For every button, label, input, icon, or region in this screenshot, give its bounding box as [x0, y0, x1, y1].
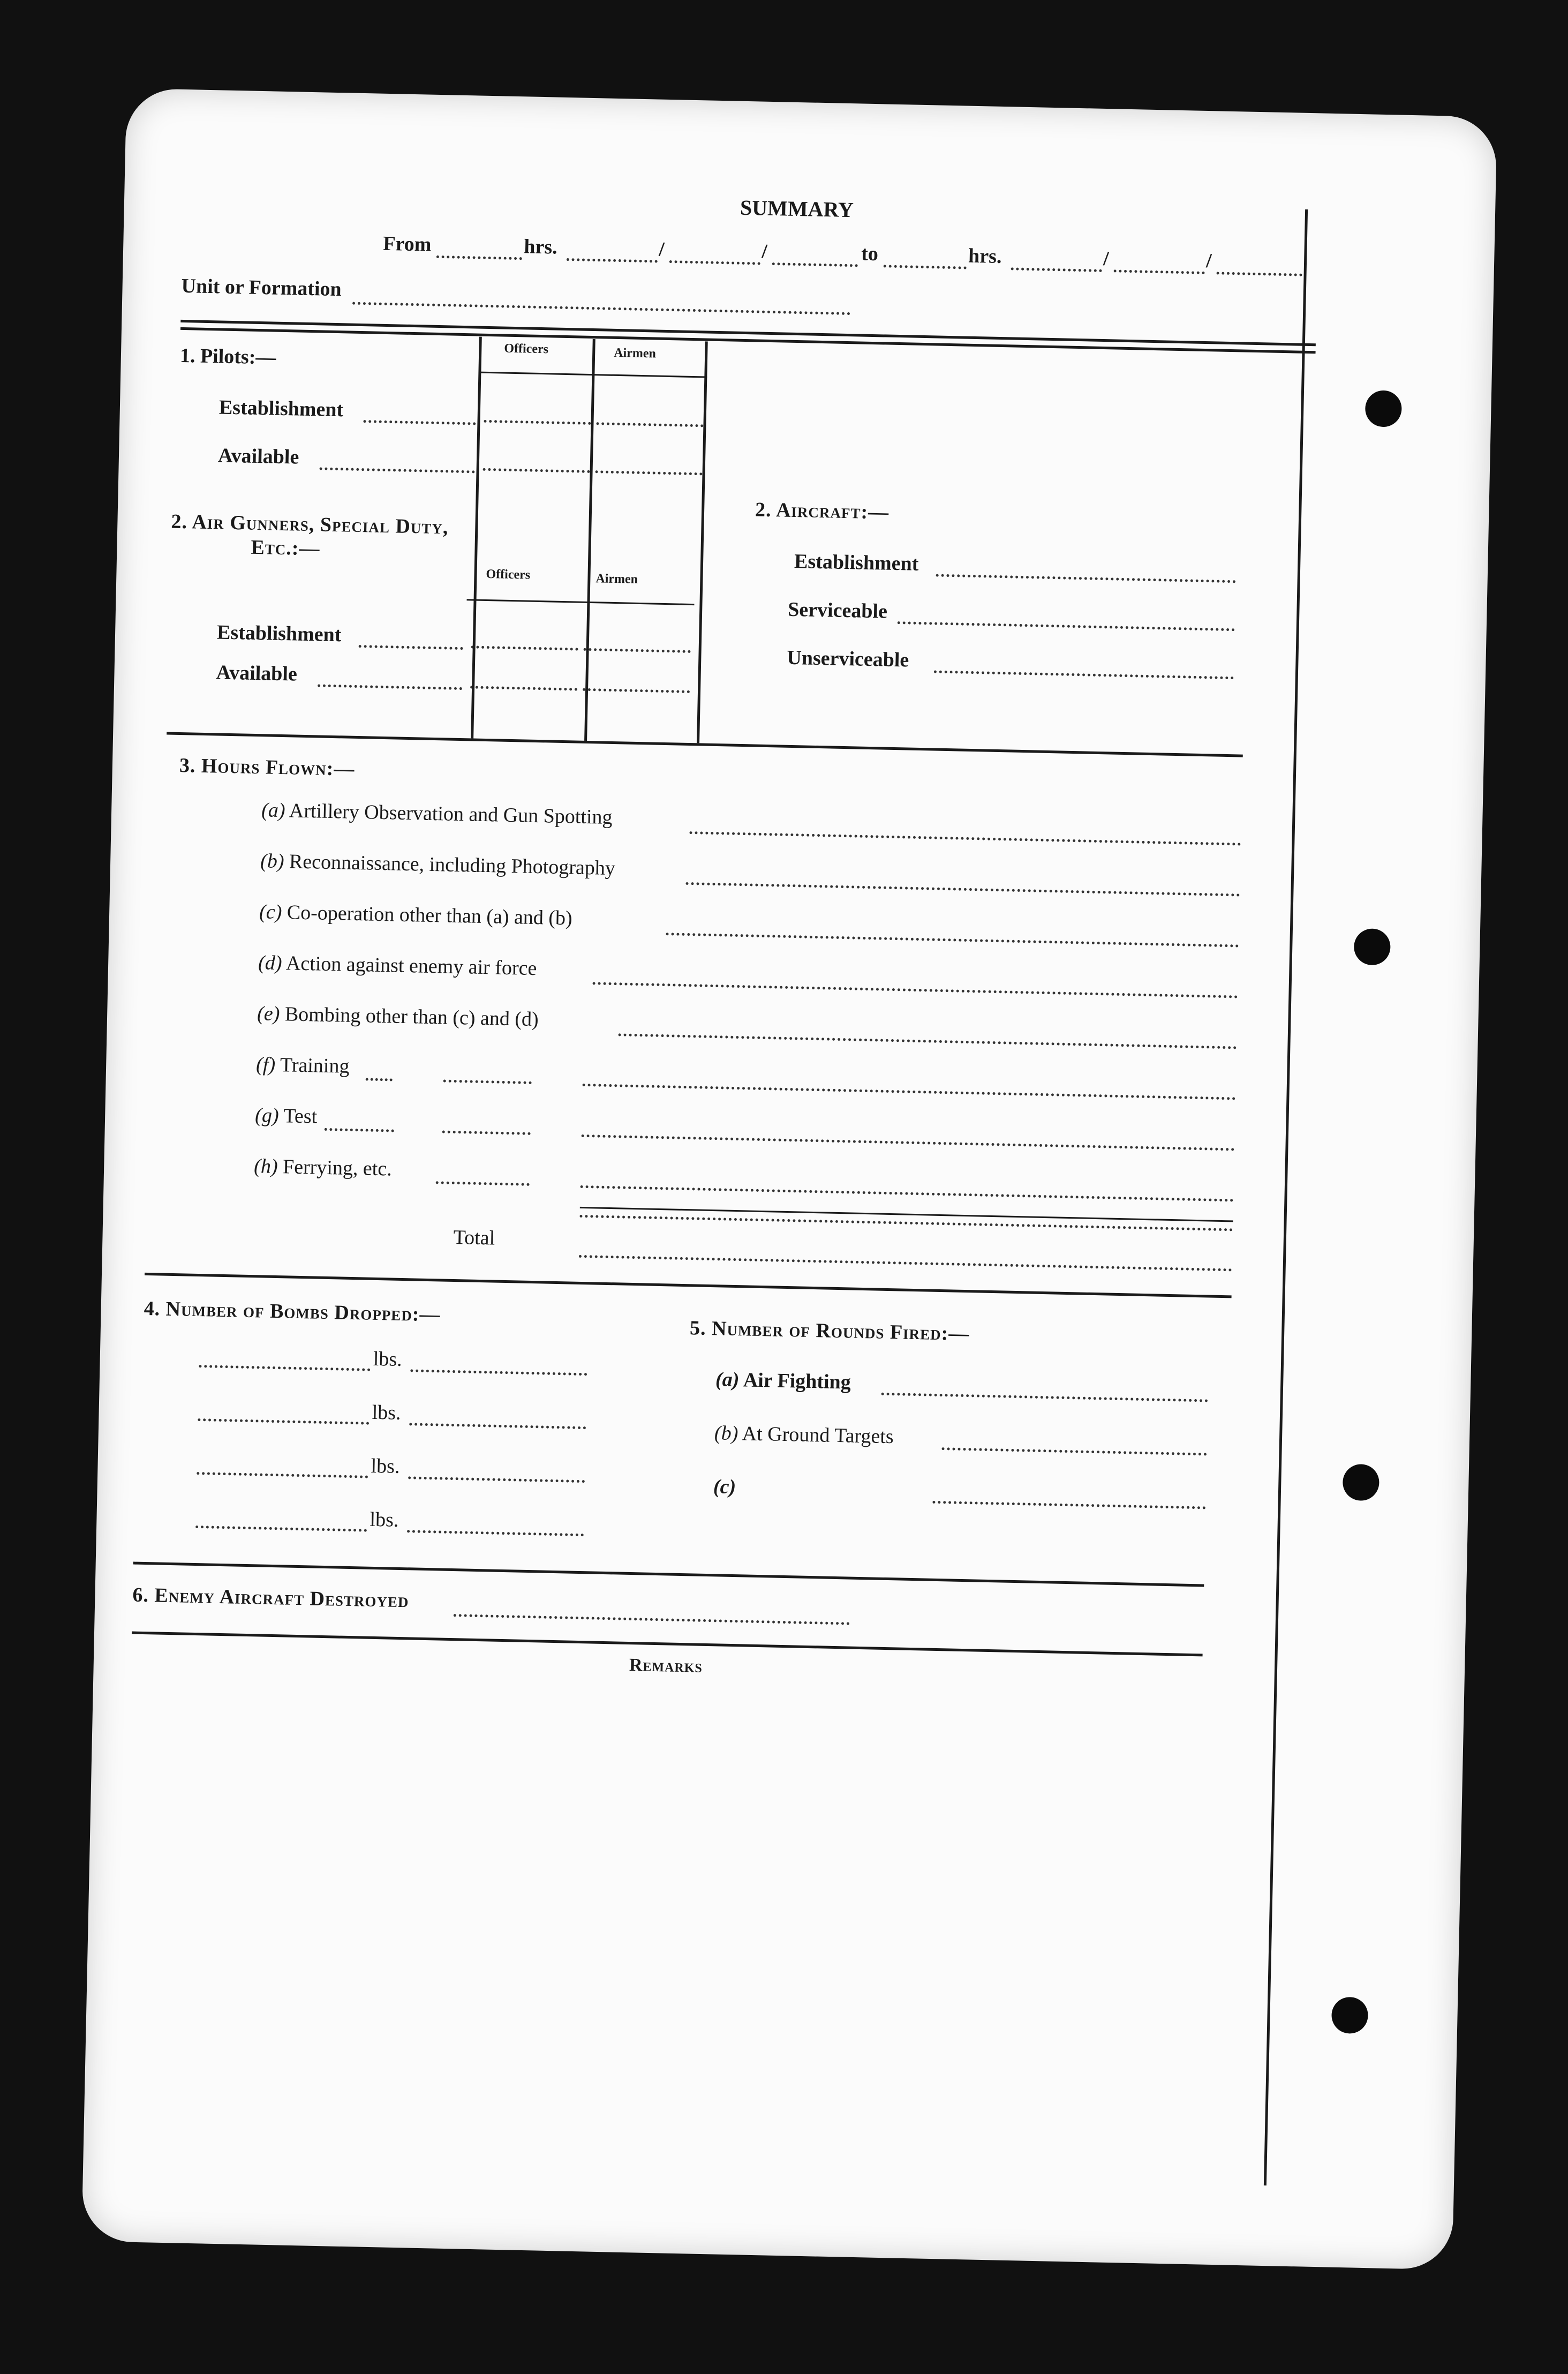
bombs-row-1-qty[interactable] — [199, 1365, 370, 1371]
rounds-item-c-field[interactable] — [932, 1501, 1205, 1509]
right-margin-line — [1264, 209, 1308, 2185]
to-label: to — [861, 242, 879, 266]
bombs-row-4-count[interactable] — [407, 1530, 584, 1536]
bombs-heading: 4. Number of Bombs Dropped:— — [144, 1297, 441, 1326]
from-month-field[interactable] — [669, 260, 760, 265]
bombs-row-4-qty[interactable] — [195, 1526, 367, 1532]
hours-item-g-label: Test — [283, 1105, 318, 1128]
bombs-row-2-qty[interactable] — [198, 1418, 369, 1425]
aircraft-heading: 2. Aircraft:— — [755, 498, 889, 524]
enemy-field[interactable] — [454, 1614, 850, 1625]
hours-item-e — [257, 1002, 539, 1031]
hours-item-c-letter: (c) — [259, 900, 282, 924]
pilots-establishment-airmen-field[interactable] — [596, 422, 703, 427]
table-divider-2 — [584, 339, 595, 741]
to-year-field[interactable] — [1217, 272, 1302, 276]
hours-item-g-field-1[interactable] — [442, 1130, 531, 1135]
bombs-row-2-count[interactable] — [409, 1423, 586, 1429]
hours-heading: 3. Hours Flown:— — [179, 754, 355, 780]
hours-item-b-label: Reconnaissance, including Photography — [289, 850, 616, 880]
hours-item-c-field[interactable] — [666, 933, 1239, 947]
hrs-label-1: hrs. — [523, 235, 558, 259]
gunners-available-leader — [318, 684, 462, 690]
punch-hole-4 — [1331, 1997, 1368, 2034]
section-rule-2 — [145, 1273, 1232, 1298]
rounds-heading: 5. Number of Rounds Fired:— — [689, 1317, 970, 1346]
bombs-row-4-unit: lbs. — [370, 1508, 399, 1531]
hours-item-g-leader — [325, 1128, 394, 1132]
punch-hole-2 — [1354, 928, 1391, 965]
pilots-available-label: Available — [217, 444, 299, 469]
to-day-field[interactable] — [1011, 267, 1102, 272]
rounds-item-a-label: Air Fighting — [743, 1369, 851, 1394]
hours-item-b-field[interactable] — [685, 882, 1240, 897]
bombs-row-1-count[interactable] — [410, 1369, 587, 1376]
aircraft-serviceable-field[interactable] — [898, 621, 1235, 631]
rounds-item-a — [715, 1368, 851, 1394]
hours-item-f-leader — [366, 1078, 393, 1081]
hours-item-e-field[interactable] — [619, 1033, 1237, 1049]
hours-item-h — [254, 1154, 392, 1181]
bombs-row-3-count[interactable] — [408, 1476, 585, 1483]
gunners-airmen-header: Airmen — [595, 572, 638, 587]
pilots-establishment-label: Establishment — [218, 396, 344, 422]
bombs-row-2-unit: lbs. — [372, 1401, 402, 1424]
from-label: From — [382, 232, 432, 256]
section-rule-1 — [167, 732, 1243, 757]
hours-item-a-field[interactable] — [689, 831, 1241, 846]
aircraft-unserviceable-label: Unserviceable — [786, 646, 909, 672]
bombs-row-1-unit: lbs. — [373, 1347, 403, 1371]
rounds-item-b-label: At Ground Targets — [742, 1422, 894, 1448]
form-page — [81, 88, 1497, 2270]
hours-item-e-label: Bombing other than (c) and (d) — [284, 1003, 539, 1031]
gunners-heading-line2: Etc.:— — [251, 536, 320, 560]
unit-label: Unit or Formation — [181, 274, 342, 301]
gunners-header-rule — [467, 599, 695, 605]
from-year-field[interactable] — [772, 262, 858, 267]
hours-item-d — [258, 951, 537, 980]
hours-item-h-field-2[interactable] — [581, 1185, 1234, 1202]
unit-field[interactable] — [352, 302, 850, 315]
hours-item-h-field-1[interactable] — [436, 1181, 530, 1186]
punch-hole-3 — [1343, 1464, 1379, 1501]
hours-item-b — [260, 849, 616, 880]
hours-item-g-letter: (g) — [254, 1104, 280, 1128]
bombs-row-3-qty[interactable] — [197, 1472, 368, 1478]
gunners-officers-header: Officers — [486, 567, 531, 582]
aircraft-unserviceable-field[interactable] — [934, 671, 1234, 680]
aircraft-serviceable-label: Serviceable — [787, 598, 888, 623]
hours-item-g — [255, 1103, 318, 1128]
gunners-heading-line1 — [171, 510, 449, 539]
gunners-available-officers-field[interactable] — [470, 686, 577, 690]
hours-item-d-label: Action against enemy air force — [285, 952, 537, 980]
pilots-airmen-header: Airmen — [613, 345, 657, 361]
gunners-establishment-officers-field[interactable] — [471, 645, 578, 650]
gunners-heading-text: 2. Air Gunners, Special Duty, — [171, 510, 449, 539]
aircraft-establishment-label: Establishment — [794, 550, 919, 575]
remarks-heading: Remarks — [629, 1655, 703, 1677]
gunners-available-label: Available — [216, 661, 298, 686]
gunners-establishment-leader — [359, 645, 463, 650]
hours-item-c-label: Co-operation other than (a) and (b) — [287, 901, 573, 930]
hours-item-a-letter: (a) — [261, 799, 285, 822]
hours-item-d-letter: (d) — [258, 951, 283, 975]
hrs-label-2: hrs. — [968, 244, 1002, 268]
subtotal-field[interactable] — [579, 1215, 1233, 1231]
pilots-establishment-officers-field[interactable] — [484, 420, 591, 425]
aircraft-establishment-field[interactable] — [936, 574, 1236, 583]
section-rule-3 — [133, 1562, 1204, 1587]
rounds-item-b-letter: (b) — [714, 1422, 738, 1445]
from-day-field[interactable] — [567, 258, 658, 263]
table-divider-3 — [697, 341, 708, 743]
hours-item-a — [261, 798, 613, 829]
rounds-item-a-letter: (a) — [715, 1368, 740, 1392]
rounds-item-c-letter: (c) — [713, 1475, 736, 1499]
from-hrs-field[interactable] — [436, 256, 522, 260]
pilots-officers-header: Officers — [504, 341, 549, 357]
rounds-item-b-field[interactable] — [941, 1447, 1207, 1455]
rounds-item-b — [714, 1421, 894, 1448]
slash-2: / — [761, 240, 768, 263]
pilots-heading: 1. Pilots:— — [179, 344, 276, 369]
remarks-area[interactable] — [120, 1680, 1201, 2184]
slash-1: / — [658, 238, 665, 261]
hours-item-f-letter: (f) — [255, 1053, 276, 1076]
form-title: SUMMARY — [740, 195, 854, 222]
hours-item-a-label: Artillery Observation and Gun Spotting — [289, 799, 613, 829]
hours-total-field[interactable] — [579, 1255, 1232, 1272]
table-divider-1 — [471, 337, 482, 739]
hours-total-label: Total — [453, 1226, 495, 1250]
hours-item-f-field-2[interactable] — [583, 1084, 1236, 1100]
slash-4: / — [1205, 249, 1212, 273]
bombs-row-3-unit: lbs. — [371, 1454, 400, 1478]
pilots-available-leader — [320, 467, 475, 473]
pilots-establishment-leader — [363, 420, 476, 425]
hours-item-f-label: Training — [280, 1054, 350, 1078]
subtotal-rule — [580, 1207, 1233, 1222]
gunners-establishment-airmen-field[interactable] — [584, 648, 691, 653]
hours-item-g-field-2[interactable] — [582, 1135, 1235, 1151]
hours-item-h-letter: (h) — [253, 1155, 278, 1178]
pilots-available-airmen-field[interactable] — [595, 470, 703, 475]
to-hrs-field[interactable] — [884, 265, 967, 269]
hours-item-d-field[interactable] — [593, 982, 1238, 998]
punch-hole-1 — [1365, 390, 1402, 427]
section-rule-4 — [132, 1632, 1203, 1657]
hours-item-f — [256, 1053, 350, 1078]
to-month-field[interactable] — [1114, 269, 1205, 274]
hours-item-b-letter: (b) — [260, 850, 284, 873]
enemy-heading: 6. Enemy Aircraft Destroyed — [132, 1583, 409, 1612]
gunners-available-airmen-field[interactable] — [583, 688, 690, 693]
hours-item-e-letter: (e) — [257, 1002, 280, 1026]
rounds-item-a-field[interactable] — [881, 1393, 1208, 1402]
gunners-establishment-label: Establishment — [216, 621, 342, 647]
pilots-available-officers-field[interactable] — [483, 468, 590, 473]
hours-item-f-field-1[interactable] — [443, 1079, 532, 1084]
hours-item-c — [259, 900, 572, 930]
slash-3: / — [1103, 247, 1110, 271]
hours-item-h-label: Ferrying, etc. — [282, 1155, 393, 1181]
